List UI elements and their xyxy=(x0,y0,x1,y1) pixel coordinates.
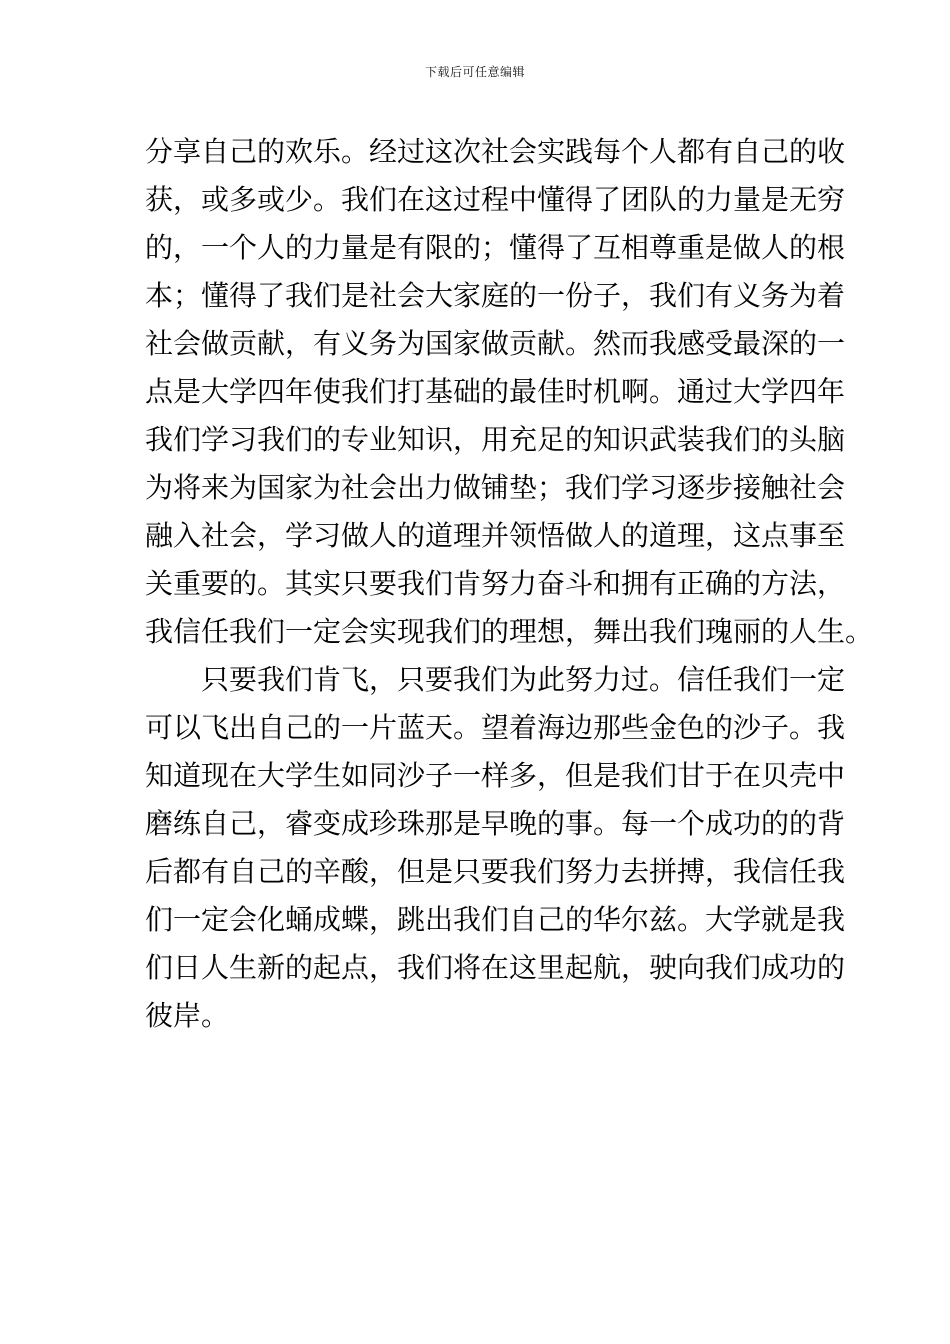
text-line: 关重要的。其实只要我们肯努力奋斗和拥有正确的方法， xyxy=(145,567,846,600)
text-line: 我信任我们一定会实现我们的理想，舞出我们瑰丽的人生。 xyxy=(145,615,874,648)
text-line: 后都有自己的辛酸，但是只要我们努力去拼搏，我信任我 xyxy=(145,855,846,888)
text-line: 可以飞出自己的一片蓝天。望着海边那些金色的沙子。我 xyxy=(145,711,846,744)
text-line: 知道现在大学生如同沙子一样多，但是我们甘于在贝壳中 xyxy=(145,759,846,792)
paragraph-start-line: 只要我们肯飞，只要我们为此努力过。信任我们一定 xyxy=(201,663,846,696)
text-line: 分享自己的欢乐。经过这次社会实践每个人都有自己的收 xyxy=(145,135,846,168)
text-line: 们日人生新的起点，我们将在这里起航，驶向我们成功的 xyxy=(145,951,846,984)
text-line: 获，或多或少。我们在这过程中懂得了团队的力量是无穷 xyxy=(145,183,846,216)
text-line: 的，一个人的力量是有限的；懂得了互相尊重是做人的根 xyxy=(145,231,846,264)
document-body xyxy=(145,128,874,1040)
text-line: 社会做贡献，有义务为国家做贡献。然而我感受最深的一 xyxy=(145,327,846,360)
text-line: 磨练自己，睿变成珍珠那是早晚的事。每一个成功的的背 xyxy=(145,807,846,840)
text-line: 本；懂得了我们是社会大家庭的一份子，我们有义务为着 xyxy=(145,279,846,312)
text-line: 点是大学四年使我们打基础的最佳时机啊。通过大学四年 xyxy=(145,375,846,408)
text-line: 我们学习我们的专业知识，用充足的知识武装我们的头脑 xyxy=(145,423,846,456)
text-line: 融入社会，学习做人的道理并领悟做人的道理，这点事至 xyxy=(145,519,846,552)
text-line: 们一定会化蛹成蝶，跳出我们自己的华尔兹。大学就是我 xyxy=(145,903,846,936)
text-line: 彼岸。 xyxy=(145,999,230,1032)
text-line: 为将来为国家为社会出力做铺垫；我们学习逐步接触社会 xyxy=(145,471,846,504)
page-header: 下载后可任意编辑 xyxy=(424,65,525,79)
